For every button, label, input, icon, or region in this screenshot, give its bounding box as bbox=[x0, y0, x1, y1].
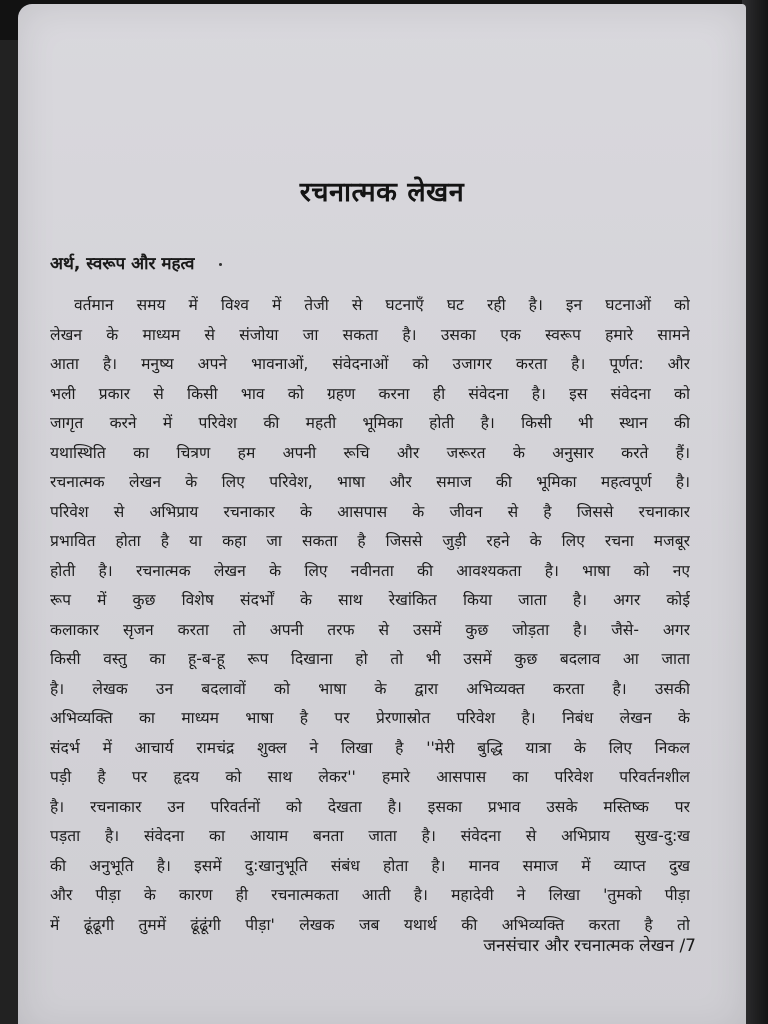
paragraph-line: और पीड़ा के कारण ही रचनात्मकता आती है। महादेवी ने लिखा 'तुमको पीड़ा bbox=[50, 886, 690, 904]
paragraph-line: रचनात्मक लेखन के लिए परिवेश, भाषा और समाज की भूमिका महत्वपूर्ण है। bbox=[50, 473, 690, 491]
body-paragraph bbox=[50, 291, 690, 940]
paragraph-line: है। लेखक उन बदलावों को भाषा के द्वारा अभिव्यक्त करता है। उसकी bbox=[50, 679, 690, 698]
paragraph-line: में ढूंढूगी तुममें ढूंढूंगी पीड़ा' लेखक जब यथार्थ की अभिव्यक्ति करता है तो bbox=[50, 915, 690, 934]
paragraph-line: रूप में कुछ विशेष संदर्भों के साथ रेखांकित किया जाता है। अगर कोई bbox=[50, 591, 690, 609]
paragraph-line: भली प्रकार से किसी भाव को ग्रहण करना ही संवेदना है। इस संवेदना को bbox=[50, 384, 690, 403]
paragraph-line: अभिव्यक्ति का माध्यम भाषा है पर प्रेरणास्रोत परिवेश है। निबंध लेखन के bbox=[50, 709, 690, 727]
paragraph-line: होती है। रचनात्मक लेखन के लिए नवीनता की आवश्यकता है। भाषा को नए bbox=[50, 561, 690, 580]
paragraph-line: संदर्भ में आचार्य रामचंद्र शुक्ल ने लिखा है ''मेरी बुद्धि यात्रा के लिए निकल bbox=[50, 738, 690, 757]
paragraph-line: कलाकार सृजन करता तो अपनी तरफ से उसमें कुछ जोड़ता है। जैसे- अगर bbox=[50, 620, 690, 639]
paragraph-line: वर्तमान समय में विश्व में तेजी से घटनाएँ घट रही है। इन घटनाओं को bbox=[74, 296, 690, 314]
paragraph-line: परिवेश से अभिप्राय रचनाकार के आसपास के जीवन से है जिससे रचनाकार bbox=[50, 502, 690, 521]
paragraph-line: आता है। मनुष्य अपने भावनाओं, संवेदनाओं को उजागर करता है। पूर्णत: और bbox=[50, 355, 690, 373]
dot-mark bbox=[219, 263, 222, 266]
paragraph-line: की अनुभूति है। इसमें दु:खानुभूति संबंध होता है। मानव समाज में व्याप्त दुख bbox=[50, 856, 690, 875]
paragraph-line: किसी वस्तु का हू-ब-हू रूप दिखाना हो तो भी उसमें कुछ बदलाव आ जाता bbox=[50, 650, 690, 668]
book-page bbox=[18, 4, 746, 1024]
paragraph-line: यथास्थिति का चित्रण हम अपनी रूचि और जरूरत के अनुसार करते हैं। bbox=[50, 443, 690, 462]
section-heading bbox=[50, 251, 222, 274]
page-title: रचनात्मक लेखन bbox=[299, 177, 465, 208]
section-heading-text: अर्थ, स्वरूप और महत्व bbox=[50, 254, 195, 274]
paragraph-line: प्रभावित होता है या कहा जा सकता है जिससे जुड़ी रहने के लिए रचना मजबूर bbox=[50, 532, 690, 550]
paragraph-line: पड़ता है। संवेदना का आयाम बनता जाता है। संवेदना से अभिप्राय सुख-दु:ख bbox=[50, 827, 690, 845]
page-footer: जनसंचार और रचनात्मक लेखन /7 bbox=[483, 936, 696, 956]
paragraph-line: है। रचनाकार उन परिवर्तनों को देखता है। इसका प्रभाव उसके मस्तिष्क पर bbox=[50, 797, 690, 816]
paragraph-line: पड़ी है पर हृदय को साथ लेकर'' हमारे आसपास का परिवेश परिवर्तनशील bbox=[50, 768, 690, 786]
paragraph-line: जागृत करने में परिवेश की महती भूमिका होती है। किसी भी स्थान की bbox=[50, 414, 690, 432]
paragraph-line: लेखन के माध्यम से संजोया जा सकता है। उसका एक स्वरूप हमारे सामने bbox=[50, 325, 690, 344]
